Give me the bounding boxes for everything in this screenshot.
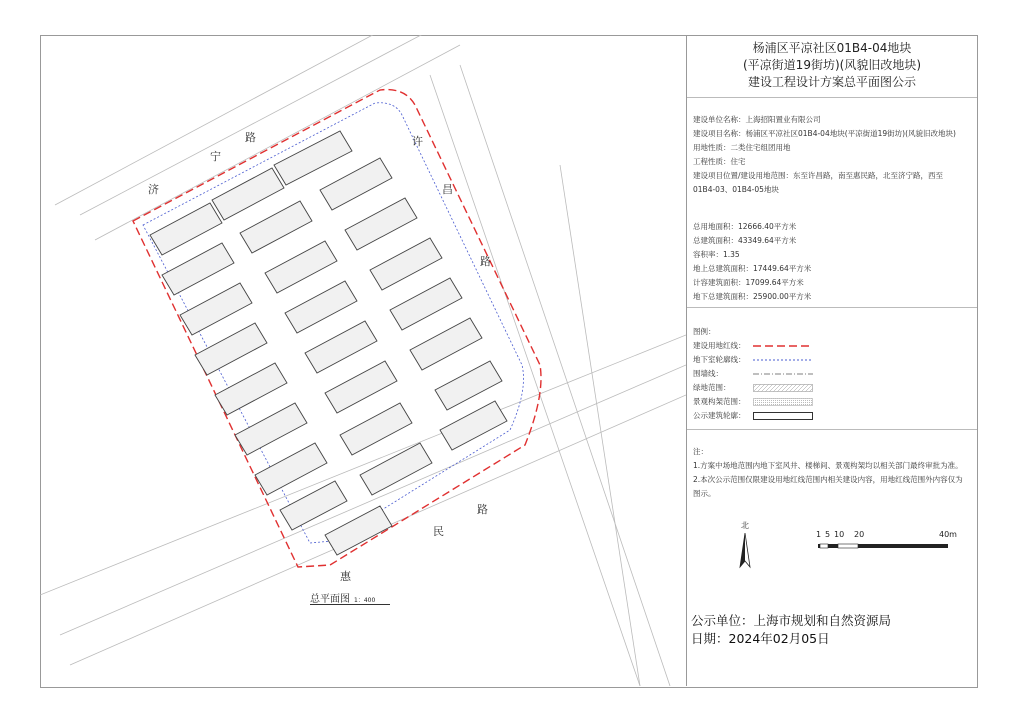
indicator-line: 总用地面积：12666.40平方米 (693, 222, 797, 231)
building-block (235, 403, 307, 455)
blue-dot-line-icon (753, 358, 813, 362)
road-label-east: 许 (412, 135, 423, 148)
plan-title-text: 总平面图 (310, 594, 350, 605)
site-plan (40, 35, 686, 686)
building-block (340, 403, 412, 455)
legend-title: 图例： (693, 327, 716, 336)
title-line-1: 杨浦区平凉社区01B4-04地块 (752, 41, 912, 55)
road-label-north: 路 (245, 131, 256, 144)
building-block (345, 198, 417, 250)
legend-label: 围墙线： (693, 369, 723, 378)
fine-hatch-area-icon (753, 398, 813, 406)
legend-label: 景观构架范围： (693, 397, 746, 406)
project-info-line: 用地性质：二类住宅组团用地 (693, 143, 791, 152)
project-info (693, 113, 973, 197)
legend-green (693, 382, 893, 395)
legend-building (693, 410, 893, 423)
building-block (360, 443, 432, 495)
building-block (195, 323, 267, 375)
legend-basement (693, 354, 893, 367)
building-block (390, 278, 462, 330)
publisher: 公示单位：上海市规划和自然资源局 (691, 613, 892, 628)
divider (687, 97, 977, 98)
building-blocks (150, 131, 507, 555)
scale-tick: 40m (939, 530, 957, 539)
indicator-line: 容积率：1.35 (693, 250, 740, 259)
road-label-south: 惠 (340, 570, 351, 583)
building-block (265, 241, 337, 293)
scale-tick: 20 (854, 530, 865, 539)
scale-tick: 5 (825, 530, 831, 539)
project-info-line: 工程性质：住宅 (693, 157, 746, 166)
building-block (162, 243, 234, 295)
building-block (274, 131, 352, 185)
indicator-line: 计容建筑面积：17099.64平方米 (693, 278, 804, 287)
title-line-2: (平凉街道19街坊)(风貌旧改地块) (743, 58, 921, 72)
road-label-north: 济 (148, 183, 159, 196)
notes-heading: 注： (693, 447, 708, 456)
building-block (320, 158, 392, 210)
road-label-east: 路 (480, 255, 491, 268)
building-block (240, 201, 312, 253)
divider (687, 429, 977, 430)
building-block (150, 203, 222, 255)
legend-red-line (693, 340, 893, 353)
building-block (212, 168, 284, 220)
hatch-area-icon (753, 384, 813, 392)
building-block (325, 361, 397, 413)
building-block (180, 283, 252, 335)
divider (687, 307, 977, 308)
project-info-line: 建设项目名称：杨浦区平凉社区01B4-04地块(平凉街道19街坊)(风貌旧改地块) (693, 129, 956, 138)
red-dash-line-icon (753, 344, 813, 348)
building-box-icon (753, 412, 813, 420)
building-block (255, 443, 327, 495)
notes (693, 445, 971, 501)
road-label-south: 路 (477, 503, 488, 516)
north-arrow (733, 520, 757, 570)
road-label-south: 民 (433, 525, 444, 538)
project-info-line: 建设项目位置/建设用地范围：东至许昌路，南至惠民路，北至济宁路，西至 (693, 171, 944, 180)
building-block (305, 321, 377, 373)
panel-title (687, 40, 977, 91)
info-panel (686, 35, 977, 686)
scale-tick: 10 (834, 530, 845, 539)
dash-dot-line-icon (753, 372, 813, 376)
project-info-line: 01B4-03、01B4-05地块 (693, 185, 779, 194)
building-block (285, 281, 357, 333)
building-block (215, 363, 287, 415)
building-block (370, 238, 442, 290)
note-line: 1.方案中场地范围内地下室风井、楼梯间、景观构架均以相关部门最终审批为准。 (693, 461, 963, 470)
legend-label: 地下室轮廓线： (693, 355, 746, 364)
road-line-east-3 (560, 165, 640, 686)
note-line: 图示。 (693, 489, 716, 498)
plan-title-underline (310, 604, 390, 605)
project-info-line: 建设单位名称：上海招阳置业有限公司 (693, 115, 821, 124)
north-label: 北 (741, 521, 749, 530)
legend-label: 绿地范围： (693, 383, 731, 392)
road-label-east: 昌 (442, 183, 453, 196)
indicator-line: 地下总建筑面积：25900.00平方米 (693, 292, 812, 301)
indicator-line: 总建筑面积：43349.64平方米 (693, 236, 797, 245)
scale-tick: 1 (816, 530, 822, 539)
legend-landscape (693, 396, 893, 409)
building-block (410, 318, 482, 370)
indicators (693, 220, 973, 304)
legend-label: 公示建筑轮廓： (693, 411, 746, 420)
road-label-north: 宁 (210, 150, 221, 163)
north-arrow-icon (733, 531, 757, 571)
title-line-3: 建设工程设计方案总平面图公示 (747, 75, 916, 89)
plan-title (310, 590, 375, 605)
publish-date: 日期：2024年02月05日 (691, 631, 830, 646)
building-block (325, 506, 392, 555)
legend-wall (693, 368, 893, 381)
indicator-line: 地上总建筑面积：17449.64平方米 (693, 264, 812, 273)
legend-label: 建设用地红线： (693, 341, 746, 350)
note-line: 2.本次公示范围仅限建设用地红线范围内相关建设内容，用地红线范围外内容仅为 (693, 475, 963, 484)
building-block (280, 481, 347, 530)
plan-scale: 1：400 (354, 597, 376, 604)
scale-bar (815, 530, 965, 554)
